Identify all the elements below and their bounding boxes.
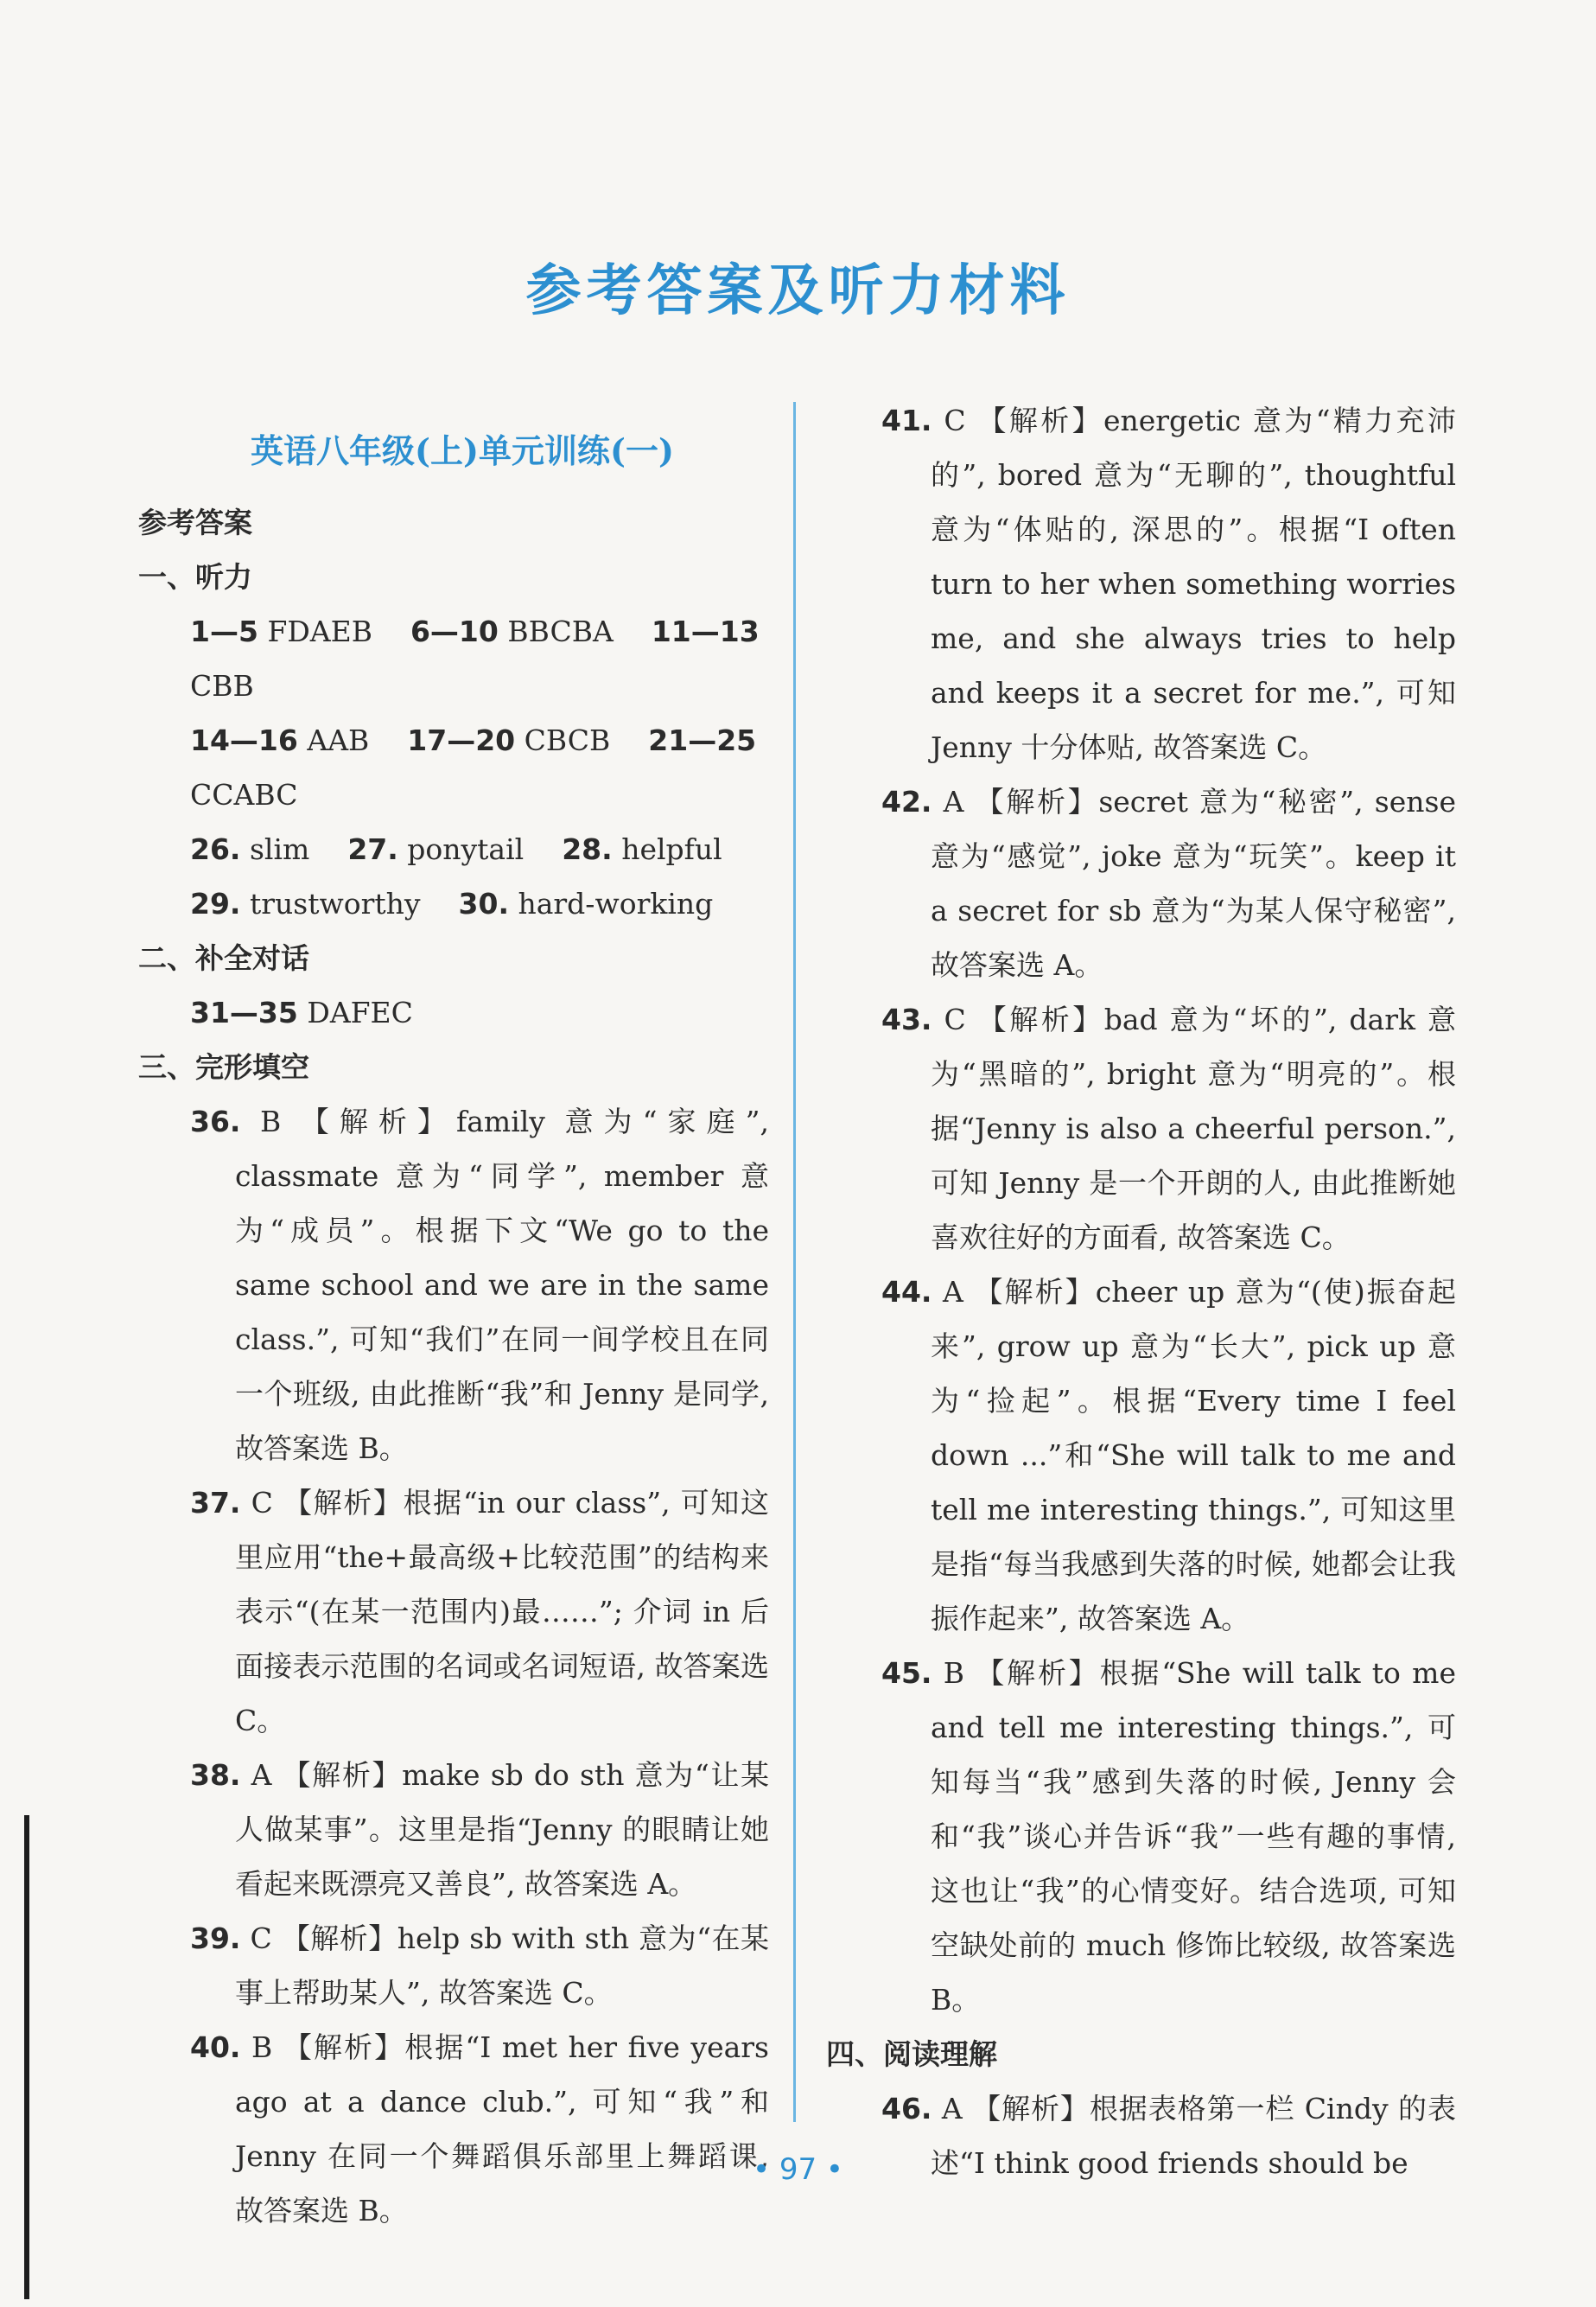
left-column [138, 424, 769, 2238]
item-text: B 【解析】根据“I met her five years ago at a dance club.”, 可知“我”和 Jenny 在同一个舞蹈俱乐部里上舞蹈课, 故答案选 B。 [235, 2030, 769, 2227]
answer-item [881, 774, 1456, 992]
answer-item [881, 393, 1456, 774]
item-number: 39. [190, 1921, 241, 1955]
answer-range: 26. [190, 832, 241, 866]
answer-item [138, 1475, 769, 1748]
listening-answers [138, 604, 769, 931]
answer-value: AAB [307, 723, 370, 757]
answer-pair [407, 723, 629, 757]
page-number: • 97 • [753, 2152, 843, 2187]
item-text: A 【解析】make sb do sth 意为“让某人做某事”。这里是指“Jenny 的眼睛让她看起来既漂亮又善良”, 故答案选 A。 [235, 1758, 769, 1901]
listening-row [138, 876, 769, 931]
answer-value: BBCBA [507, 615, 614, 648]
answer-range: 6—10 [410, 615, 499, 648]
answer-item [881, 992, 1456, 1265]
answer-item [881, 1646, 1456, 2027]
answer-item [138, 1748, 769, 1911]
column-divider [793, 402, 796, 2122]
reference-label: 参考答案 [138, 506, 252, 539]
item-text: A 【解析】根据表格第一栏 Cindy 的表述“I think good friends should be [931, 2092, 1456, 2180]
item-number: 36. [190, 1105, 241, 1138]
answer-value: helpful [621, 832, 722, 866]
dialogue-answers [138, 985, 769, 1040]
answer-value: slim [249, 832, 310, 866]
answer-item [138, 1911, 769, 2020]
item-text: C 【解析】bad 意为“坏的”, dark 意为“黑暗的”, bright 意为“明亮的”。根据“Jenny is also a cheerful person.”, 可知 Jenny 是一个开朗的人, 由此推断她喜欢往好的方面看, 故答案选 C。 [931, 1003, 1456, 1254]
section-listening: 一、听力 [138, 560, 252, 594]
item-text: A 【解析】secret 意为“秘密”, sense 意为“感觉”, joke 意为“玩笑”。keep it a secret for sb 意为“为某人保守秘密”, 故答案选 A。 [931, 785, 1456, 982]
answer-range: 14—16 [190, 723, 298, 757]
item-number: 38. [190, 1758, 241, 1792]
answer-item [138, 2020, 769, 2238]
listening-row [138, 604, 769, 713]
answer-pair [459, 887, 733, 921]
item-number: 45. [881, 1656, 932, 1690]
answer-range: 28. [562, 832, 613, 866]
item-number: 40. [190, 2030, 241, 2064]
item-number: 37. [190, 1486, 241, 1520]
answer-value: DAFEC [307, 996, 413, 1029]
answer-range: 27. [347, 832, 398, 866]
answer-value: trustworthy [249, 887, 421, 921]
right-column [826, 393, 1456, 2190]
answer-range: 21—25 [648, 723, 757, 757]
cloze-items-right [881, 393, 1456, 2027]
answer-pair [190, 887, 440, 921]
item-number: 41. [881, 404, 932, 437]
answer-value: CBB [190, 669, 254, 703]
answer-item [881, 1265, 1456, 1646]
answer-range: 17—20 [407, 723, 516, 757]
answer-range: 29. [190, 887, 241, 921]
answer-value: ponytail [407, 832, 525, 866]
answer-range: 1—5 [190, 615, 258, 648]
answer-value: CCABC [190, 778, 298, 812]
answer-range: 11—13 [651, 615, 760, 648]
answer-pair [190, 723, 388, 757]
item-number: 44. [881, 1275, 932, 1309]
answer-value: FDAEB [267, 615, 372, 648]
item-number: 46. [881, 2092, 932, 2125]
answer-value: hard-working [518, 887, 714, 921]
page-title: 参考答案及听力材料 [525, 258, 1071, 323]
section-dialogue: 二、补全对话 [138, 941, 309, 975]
answer-pair [190, 832, 328, 866]
answer-range: 31—35 [190, 996, 298, 1029]
answer-item [138, 1094, 769, 1475]
unit-title: 英语八年级(上)单元训练(一) [251, 431, 674, 470]
listening-row [138, 713, 769, 822]
answer-pair [190, 615, 391, 648]
cloze-items-left [138, 1094, 769, 2238]
item-text: C 【解析】help sb with sth 意为“在某事上帮助某人”, 故答案选 C。 [235, 1921, 769, 2010]
item-number: 43. [881, 1003, 932, 1036]
item-text: B 【解析】根据“She will talk to me and tell me interesting things.”, 可知每当“我”感到失落的时候, Jenny 会和“我”谈心并告诉“我”一些有趣的事情, 这也让“我”的心情变好。结合选项, 可知空缺处前的 much 修饰比较级, 故答案选 B。 [931, 1656, 1456, 2017]
answer-pair [562, 832, 741, 866]
section-reading: 四、阅读理解 [826, 2037, 997, 2071]
answer-range: 30. [458, 887, 509, 921]
listening-row [138, 822, 769, 876]
item-text: A 【解析】cheer up 意为“(使)振奋起来”, grow up 意为“长大”, pick up 意为“捡起”。根据“Every time I feel down ...”和“She will talk to me and tell me interesting things.”, 可知这里是指“每当我感到失落的时候, 她都会让我振作起来”, 故答案选 A。 [931, 1275, 1456, 1635]
item-text: C 【解析】根据“in our class”, 可知这里应用“the+最高级+比较范围”的结构来表示“(在某一范围内)最……”; 介词 in 后面接表示范围的名词或名词短语, 故答案选 C。 [235, 1486, 769, 1737]
section-cloze: 三、完形填空 [138, 1050, 309, 1084]
item-text: B 【解析】family 意为“家庭”, classmate 意为“同学”, member 意为“成员”。根据下文“We go to the same school and we are in the same class.”, 可知“我们”在同一间学校且在同一个班级, 由此推断“我”和 Jenny 是同学, 故答案选 B。 [235, 1105, 769, 1465]
answer-pair [347, 832, 543, 866]
answer-pair [410, 615, 633, 648]
item-number: 42. [881, 785, 932, 819]
item-text: C 【解析】energetic 意为“精力充沛的”, bored 意为“无聊的”, thoughtful 意为“体贴的, 深思的”。根据“I often turn to her when something worries me, and she always tries to help and keeps it a secret for me.”, 可知 Jenny 十分体贴, 故答案选 C。 [931, 404, 1456, 764]
scan-edge [24, 1815, 29, 2299]
answer-value: CBCB [524, 723, 611, 757]
